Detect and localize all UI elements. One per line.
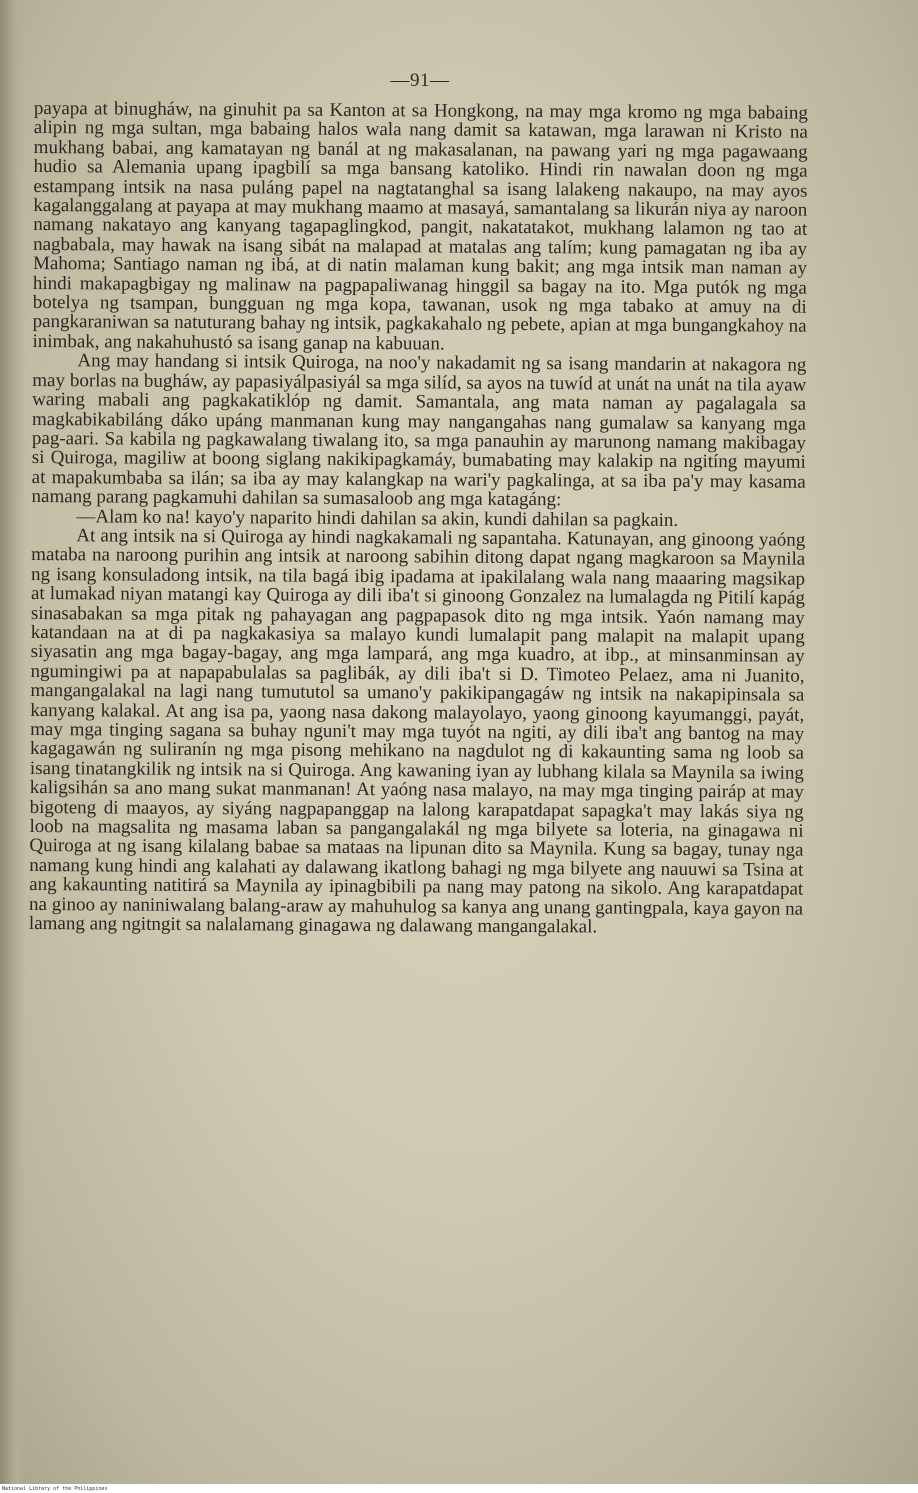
paragraph: payapa at binugháw, na ginuhit pa sa Kanton at sa Hongkong, na may mga kromo ng mga babaing alipin ng mga sultan, mga babaing halos wala nang damit sa katawan, mga larawan ni Kristo na mukhang babai, ang kamatayan ng banál at ng makasalanan, na pawang yari ng mga pagawaang hudio sa Alemania upang ipagbilí sa mga bansang katoliko. Hindi rin nawalan doon ng mga estampang intsik na nasa puláng papel na nagtatanghal sa isang lalakeng nakaupo, na may ayos kagalanggalang at payapa at may mukhang maamo at masayá, samantalang sa likurán niya ay naroon namang nakatayo ang kanyang tagapaglingkod, pangit, nakatatakot, mukhang lalamon ng tao at nagbabala, may hawak na isang sibát na malapad at matalas ang talím; kung pamagatan ng iba ay Mahoma; Santiago naman ng ibá, at di natin malaman kung bakit; ang mga intsik man naman ay hindi makapagbigay ng malinaw na pagpapaliwanag hinggil sa bagay na ito. Mga putók ng mga botelya ng tsampan, bungguan ng mga kopa, tawanan, usok ng mga tabako at amuy na di pangkaraniwan sa natuturang bahay ng intsik, pagkakahalo ng pebete, apian at mga bungangkahoy na inimbak, ang nakahuhustó sa isang ganap na kabuuan.	[32, 98, 808, 355]
paragraph: At ang intsik na si Quiroga ay hindi nagkakamali ng sapantaha. Katunayan, ang ginoong yaóng mataba na naroong purihin ang intsik at naroong sabihin ditong dapat ngang magkaroon sa Maynila ng isang konsuladong intsik, na tila bagá ibig ipadama at ipakilalang wala nang maaaring magsikap at lumakad niyan matangi kay Quiroga ay dili iba't si ginoong Gonzalez na lumalagda ng Pitilí kapág sinasabakan sa mga pitak ng pahayagan ang pagpapasok dito ng mga intsik. Yaón namang may katandaan na at di pa nagkakasiya sa malayo kundi lumalapit pang malapit na malapit upang siyasatin ang mga bagay-bagay, ang mga lampará, ang mga kuadro, at ibp., at minsanminsan ay ngumingiwi pa at napapabulalas sa paglibák, ay dili iba't si D. Timoteo Pelaez, ama ni Juanito, mangangalakal na lagi nang tumututol sa umano'y pakikipangagáw ng intsik na nakapipinsala sa kanyang kalakal. At ang isa pa, yaong nasa dakong malayolayo, yaong ginoong kayumanggi, payát, may mga tinging sagana sa buhay nguni't may mga tuyót na ngiti, ay dili iba't ang bantog na may kagagawán ng suliranín ng mga pisong mehikano na nagdulot ng di kakaunting sama ng loob sa isang tinatangkilik ng intsik na si Quiroga. Ang kawaning iyan ay lubhang kilala sa Maynila sa iwing kaligsihán sa ano mang sukat manmanan! At yaóng nasa malayo, na may mga tinging pairáp at may bigoteng di maayos, ay siyáng nagpapanggap na lalong karapatdapat sapagka't may lakás siya ng loob na magsalita ng masama laban sa pangangalakál ng mga bilyete sa loteria, na ginagawa ni Quiroga at ng isang kilalang babae sa mataas na lipunan dito sa Maynila. Kung sa bagay, tunay nga namang kung hindi ang kalahati ay dalawang ikatlong bahagi ng mga bilyete ang nauuwi sa Tsina at ang kakaunting natitirá sa Maynila ay ipinagbibili pa nang may patong na sikolo. Ang karapatdapat na ginoo ay naniniwalang balang-araw ay mahuhulog sa kanya ang unang gantingpala, kaya gayon na lamang ang ngitngit sa nalalamang ginagawa ng dalawang mangangalakal.	[28, 525, 806, 938]
page-number: —91—	[390, 70, 450, 91]
paragraph: —Alam ko na! kayo'y naparito hindi dahilan sa akin, kundi dahilan sa pagkain.	[76, 505, 679, 531]
page-spine-shadow	[0, 0, 26, 1484]
paragraph: Ang may handang si intsik Quiroga, na noo'y nakadamit ng sa isang mandarin at nakagora ng may borlas na bugháw, ay papasiyálpasiyál sa mga silíd, sa ayos na tuwíd at unát na unát na tila ayaw waring mabali ang pagkakatiklóp ng damit. Samantala, ang mata naman ay pagalagala sa magkabikabiláng dáko upáng manmanan kung may nangangahas nang gumalaw sa kanyang mga pag-aari. Sa kabila ng pagkawalang tiwalang ito, sa mga panauhin ay marunong namang makibagay si Quiroga, magiliw at boong siglang nakikipagkamáy, bumabating may kalakip na ngitíng mayumi at mapakumbaba sa ilán; sa iba ay may kalangkap na wari'y pagkalinga, at sa iba pa'y may kasama namang parang pagkamuhi dahilan sa sumasaloob ang mga katagáng:	[31, 350, 807, 511]
source-footer: National Library of the Philippines	[2, 1486, 108, 1492]
body-text	[29, 99, 808, 938]
